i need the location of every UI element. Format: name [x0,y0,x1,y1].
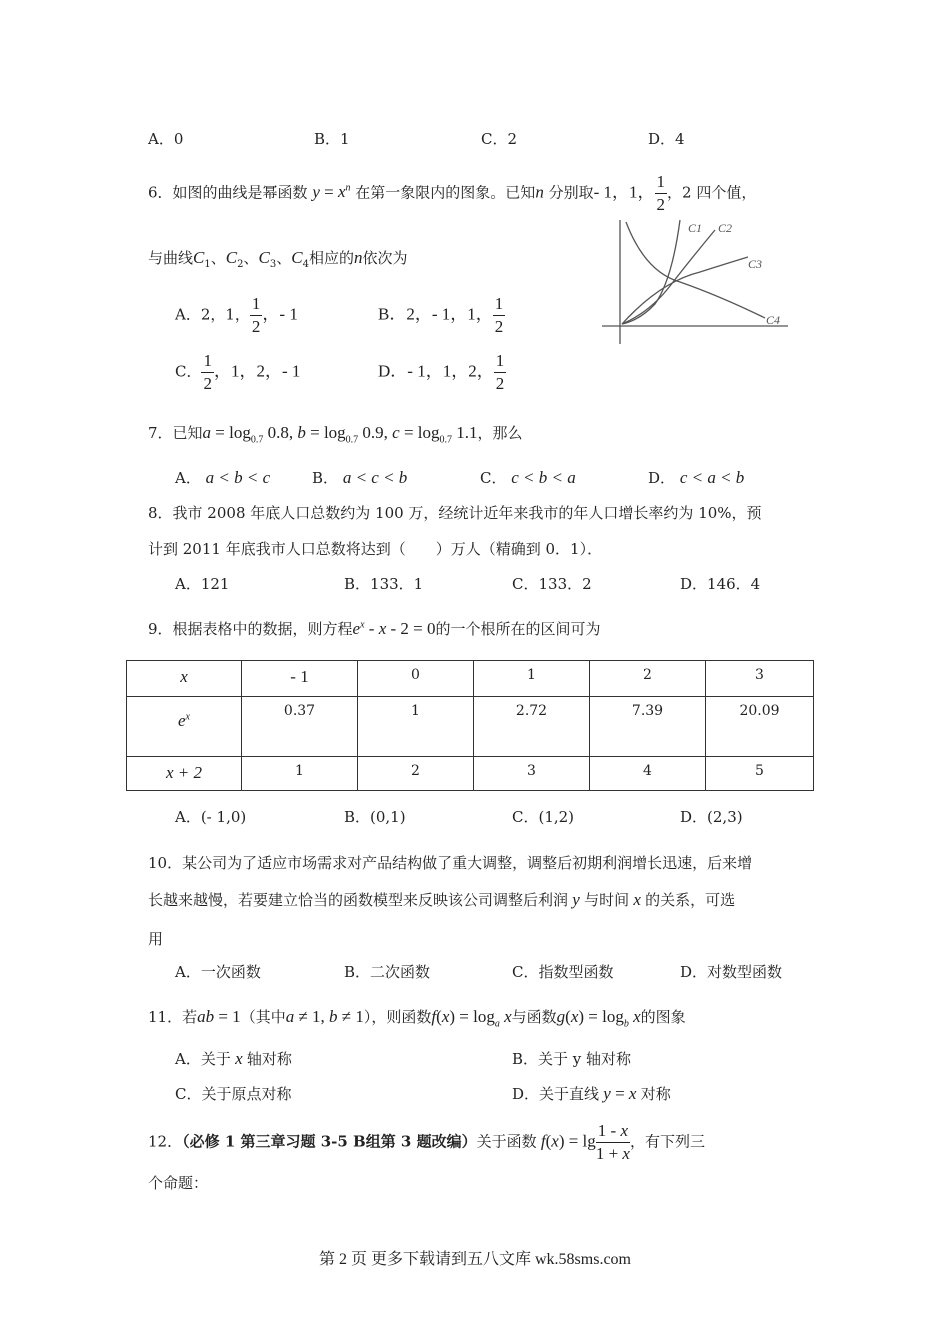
q11-option-a: A．关于 x 轴对称 [175,1049,292,1068]
q7-option-a: A． a < b < c [175,468,271,487]
q9-option-a: A．(- 1,0) [175,808,247,826]
q10-stem-line2: 长越来越慢，若要建立恰当的函数模型来反映该公司调整后利润 y 与时间 x 的关系，可选 [148,890,736,909]
q10-option-b: B．二次函数 [344,963,431,981]
q6-option-c: C． $\frac{1}{2}$ ，1，2，- 1 [175,351,301,393]
table-cell: 2 [358,757,474,791]
label-c1: C1 [688,221,703,235]
q9-table [126,660,814,791]
table-cell: 5 [706,757,814,791]
curve-c1 [622,220,680,324]
row-head-x: x [127,661,242,697]
q8-option-c: C．133．2 [512,575,592,593]
q7-option-d: D． c < a < b [648,468,745,487]
page-footer: 第 2 页 更多下载请到五八文库 wk.58sms.com [318,1251,631,1268]
q8-option-a: A．121 [175,575,230,593]
table-cell: 0 [358,661,474,697]
table-cell: 7.39 [590,697,706,757]
table-cell: 4 [590,757,706,791]
q11-option-c: C．关于原点对称 [175,1085,292,1103]
q10-option-c: C．指数型函数 [512,963,614,981]
q8-stem-line2: 计到 2011 年底我市人口总数将达到（ ）万人（精确到 0．1）． [148,540,603,558]
q6-stem-line2: 与曲线$C_1$、$C_2$、$C_3$、$C_4$相应的n依次为 [148,248,408,270]
q5-option-b: B．1 [314,130,350,148]
q9-option-c: C．(1,2) [512,808,575,826]
q5-option-c: C．2 [481,130,518,148]
q10-stem-line1: 10．某公司为了适应市场需求对产品结构做了重大调整，调整后初期利润增长迅速，后来增 [148,854,753,872]
table-row [127,757,814,791]
label-c3: C3 [748,257,763,271]
table-cell: 2.72 [474,697,590,757]
q6-option-a: A．2，1， $\frac{1}{2}$ ，- 1 [175,294,298,336]
q9-stem: 9．根据表格中的数据，则方程$e^x - x - 2 = 0$的一个根所在的区间可为 [148,619,601,638]
table-cell: 0.37 [242,697,358,757]
label-c2: C2 [718,221,733,235]
table-cell: - 1 [242,661,358,697]
table-cell: 20.09 [706,697,814,757]
table-cell: 3 [706,661,814,697]
q11-option-b: B．关于 y 轴对称 [512,1050,632,1068]
q6-stem: 6．如图的曲线是幂函数 $y = x^n$ 在第一象限内的图象。已知n 分别取- 1，1， $\frac{1}{2}$ ，2 四个值， [148,172,757,214]
table-cell: 1 [358,697,474,757]
q10-stem-line3: 用 [148,930,164,948]
curve-c4 [626,222,765,318]
q11-stem: 11．若ab = 1（其中a ≠ 1, b ≠ 1），则函数$f(x) = \log_a x$与函数$g(x) = \log_b x$的图象 [148,1007,686,1030]
q6-option-b: B．2，- 1，1， $\frac{1}{2}$ [378,294,504,336]
table-cell: 1 [242,757,358,791]
q7-option-c: C． c < b < a [480,468,576,487]
q11-option-d: D．关于直线 y = x 对称 [512,1084,671,1103]
q8-stem-line1: 8．我市 2008 年底人口总数约为 100 万，经统计近年来我市的年人口增长率约为 10%，预 [148,504,762,522]
table-cell: 1 [474,661,590,697]
power-function-graph [600,212,790,347]
table-cell: 2 [590,661,706,697]
q7-option-b: B． a < c < b [312,468,408,487]
row-head-ex: $e^x$ [127,697,242,757]
q6-option-d: D．- 1，1，2， $\frac{1}{2}$ [378,351,505,393]
q8-option-b: B．133．1 [344,575,424,593]
table-row [127,661,814,697]
q10-option-a: A．一次函数 [175,963,261,981]
table-cell: 3 [474,757,590,791]
q12-stem: 12．（必修 1 第三章习题 3-5 B组第 3 题改编）关于函数 f(x) = lg $\frac{1 - x}{1 + x}$ ，有下列三 [148,1121,706,1163]
q5-option-a: A．0 [148,130,184,148]
q12-stem-line2: 个命题： [148,1174,209,1192]
q8-option-d: D．146．4 [680,575,761,593]
q9-option-d: D．(2,3) [680,808,743,826]
row-head-x-plus-2: x + 2 [127,757,242,791]
q10-option-d: D．对数型函数 [680,963,783,981]
q5-option-d: D．4 [648,130,685,148]
q9-option-b: B．(0,1) [344,808,406,826]
label-c4: C4 [766,313,781,327]
q7-stem: 7．已知$a = \log_{0.7} 0.8$, $b = \log_{0.7} 0.9$, $c = \log_{0.7} 1.1$，那么 [148,423,523,446]
table-row [127,697,814,757]
